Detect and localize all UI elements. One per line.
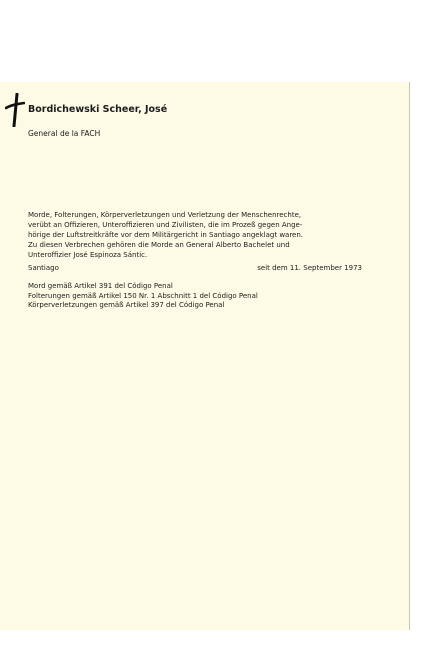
description-line: verübt an Offizieren, Unteroffizieren und Zivilisten, die im Prozeß gegen Ange- xyxy=(28,221,303,229)
person-rank: General de la FACH xyxy=(28,129,101,138)
since-date-text: seit dem 11. September 1973 xyxy=(257,264,362,272)
document-page xyxy=(0,82,410,630)
person-name: Bordichewski Scheer, José xyxy=(28,104,168,115)
charge-item: Mord gemäß Artikel 391 del Código Penal xyxy=(28,282,173,290)
description-paragraph xyxy=(28,210,362,260)
description-line: Zu diesen Verbrechen gehören die Morde an General Alberto Bachelet und xyxy=(28,241,290,249)
place-text: Santiago xyxy=(28,264,59,272)
charge-item: Körperverletzungen gemäß Artikel 397 del Código Penal xyxy=(28,301,225,309)
description-line: hörige der Luftstreitkräfte vor dem Militärgericht in Santiago angeklagt waren. xyxy=(28,231,304,239)
charges-list xyxy=(28,282,258,311)
charge-item: Folterungen gemäß Artikel 150 Nr. 1 Abschnitt 1 del Código Penal xyxy=(28,291,258,300)
description-line: Unteroffizier José Espinoza Sántic. xyxy=(28,251,148,259)
description-line: Morde, Folterungen, Körperverletzungen und Verletzung der Menschenrechte, xyxy=(28,211,302,219)
cross-icon xyxy=(5,93,25,127)
